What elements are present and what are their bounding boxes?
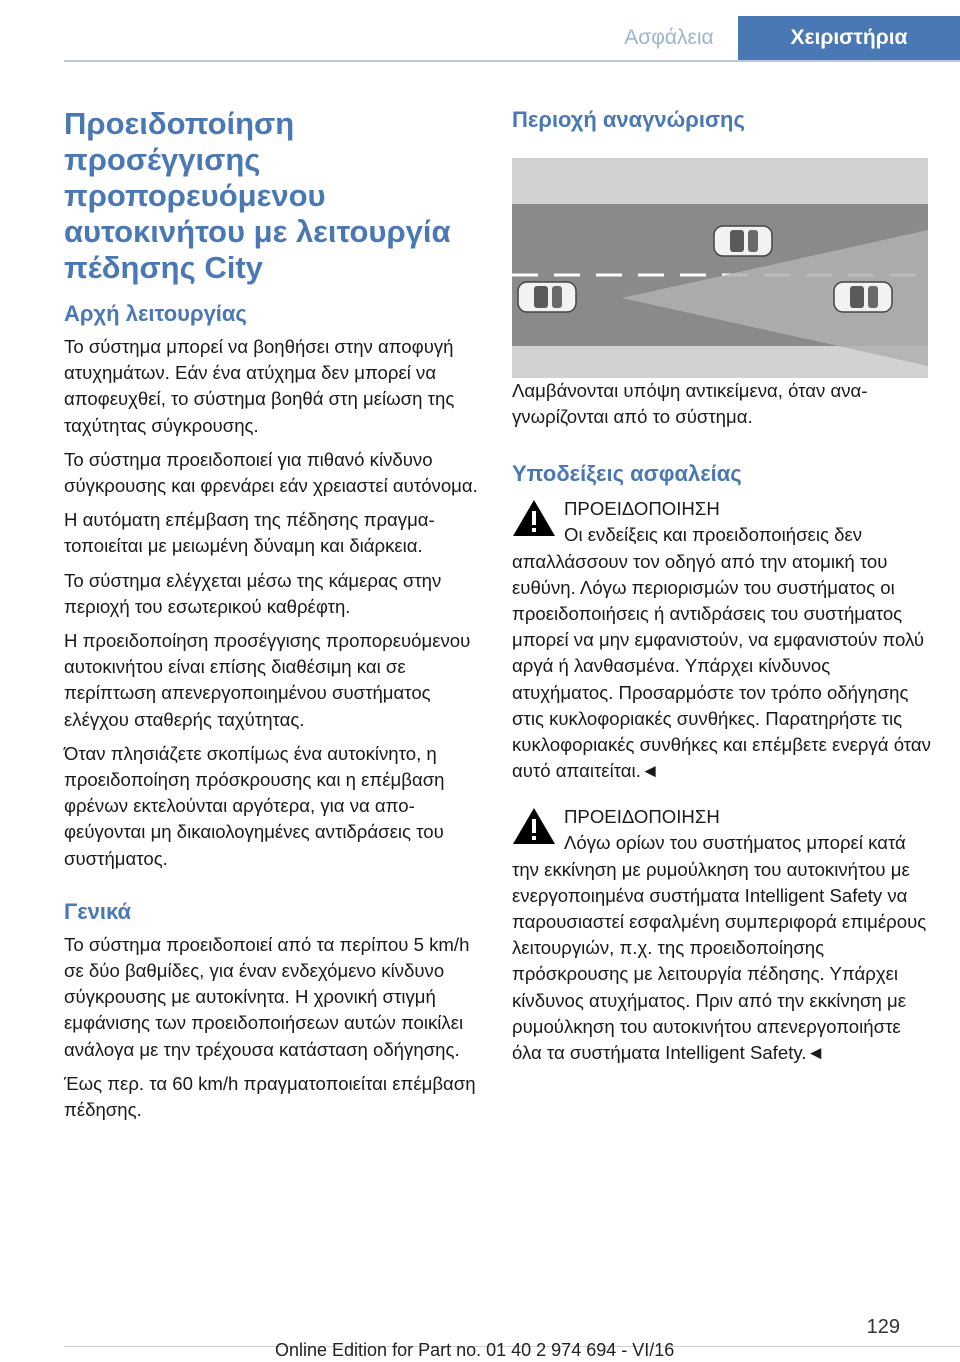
warning-label-1: ΠΡΟΕΙΔΟΠΟΙΗΣΗ [564,498,720,520]
paragraph-7: Το σύστημα προειδοποιεί από τα περίπου 5 km/h σε δύο βαθμίδες, για έναν ενδεχόμενο κίνδυνο σύγκρουσης με αυτοκίνητα. Η χρονική στιγμή εμφάνισης των προειδοποιήσεων αυτών ποικίλει ανάλογα με την τρέχουσα κατάσταση οδήγησης. [64,933,470,1060]
paragraph-4: Το σύστημα ελέγχεται μέσω της κάμερας στην περιοχή του εσωτερικού καθρέφτη. [64,569,442,617]
general-heading: Γενικά [64,898,132,924]
page-number: 129 [866,1316,900,1338]
paragraph-6: Όταν πλησιάζετε σκοπίμως ένα αυτοκίνητο, η προειδοποίηση πρόσκρουσης και η επέμβαση φρένων εκτελούνται αργότερα, για να αποφεύγονται μη δικαιολογημένες αντιδράσεις του συστήματος. [64,742,445,869]
paragraph-1: Το σύστημα μπορεί να βοηθήσει στην αποφυγή ατυχημάτων. Εάν ένα ατύχημα δεν μπορεί να αποφευχθεί, το σύστημα βοηθά στη μείωση της ταχύτητας σύγκρουσης. [64,336,455,436]
car-adjacent-lane [714,226,772,256]
header-divider [64,60,960,62]
tab-safety[interactable]: Ασφάλεια [624,26,714,49]
safety-heading: Υποδείξεις ασφαλείας [512,461,742,487]
right-column [512,106,932,1086]
car-ahead [834,282,892,312]
paragraph-2: Το σύστημα προειδοποιεί για πιθανό κίνδυνο σύγκρουσης και φρενάρει εάν χρειαστεί αυτόνομα. [64,448,478,497]
detection-heading: Περιοχή αναγνώρισης [512,107,745,132]
page-header [0,0,960,62]
section-title: Προειδοποίηση προσέγγισης προπορευόμενου αυτοκινήτου με λειτουργία πέδησης City [64,106,451,285]
road-diagram [512,158,928,378]
warning-text-1: Οι ενδείξεις και προειδοποιήσεις δεν απαλλάσσουν τον οδηγό από την ατομική του ευθύνη. Λόγω περιορισμών του συστήματος οι προειδοποιήσεις ή αντιδράσεις του συστήματος μπορεί να μην εμφανιστούν, να εμφανιστούν πολύ αργά ή λανθασμένα. Υπάρχει κίνδυνος ατυχήματος. Προσαρμόστε τον τρόπο οδήγησης στις κυκλοφοριακές συνθήκες. Παρατηρήστε τις κυκλοφοριακές συνθήκες και επέμβετε ενεργά όταν αυτό απαιτείται.◄ [512,524,931,782]
paragraph-5: Η προειδοποίηση προσέγγισης προπορευόμενου αυτοκινήτου είναι επίσης διαθέσιμη και σε περίπτωση απενεργοποιημένου συστήματος ελέγχου σταθερής ταχύτητας. [64,630,471,730]
warning-block-2 [512,804,932,1066]
edition-footer: Online Edition for Part no. 01 40 2 974 694 - VI/16 [275,1340,675,1360]
warning-label-2: ΠΡΟΕΙΔΟΠΟΙΗΣΗ [564,806,720,828]
warning-text-2: Λόγω ορίων του συστήματος μπορεί κατά την εκκίνηση με ρυμούλκηση του αυτοκινήτου με ενεργοποιημένα συστήματα Intelligent Safety να παρουσιαστεί εσφαλμένη συμπεριφορά επιμέρους λειτουργιών, π.χ. της προειδοποίησης πρόσκρουσης με λειτουργία πέδησης. Υπάρχει κίνδυνος ατυχήματος. Πριν από την εκκίνηση με ρυμούλκηση του αυτοκινήτου απενεργοποιήστε όλα τα συστήματα Intelligent Safety.◄ [512,832,927,1064]
detection-area-illustration [512,158,928,378]
figure-caption: Λαμβάνονται υπόψη αντικείμενα, όταν αναγνωρίζονται από το σύστημα. [512,380,868,428]
left-column [64,106,484,1131]
paragraph-8: Έως περ. τα 60 km/h πραγματοποιείται επέμβαση πέδησης. [64,1072,476,1121]
warning-block-1 [512,496,932,784]
ego-car [518,282,576,312]
paragraph-3: Η αυτόματη επέμβαση της πέδησης πραγματοποιείται με μειωμένη δύναμη και διάρκεια. [64,509,435,557]
tab-controls[interactable]: Χειριστήρια [738,16,960,60]
principle-heading: Αρχή λειτουργίας [64,301,247,326]
warning-triangle-icon [512,806,556,846]
warning-triangle-icon [512,498,556,538]
